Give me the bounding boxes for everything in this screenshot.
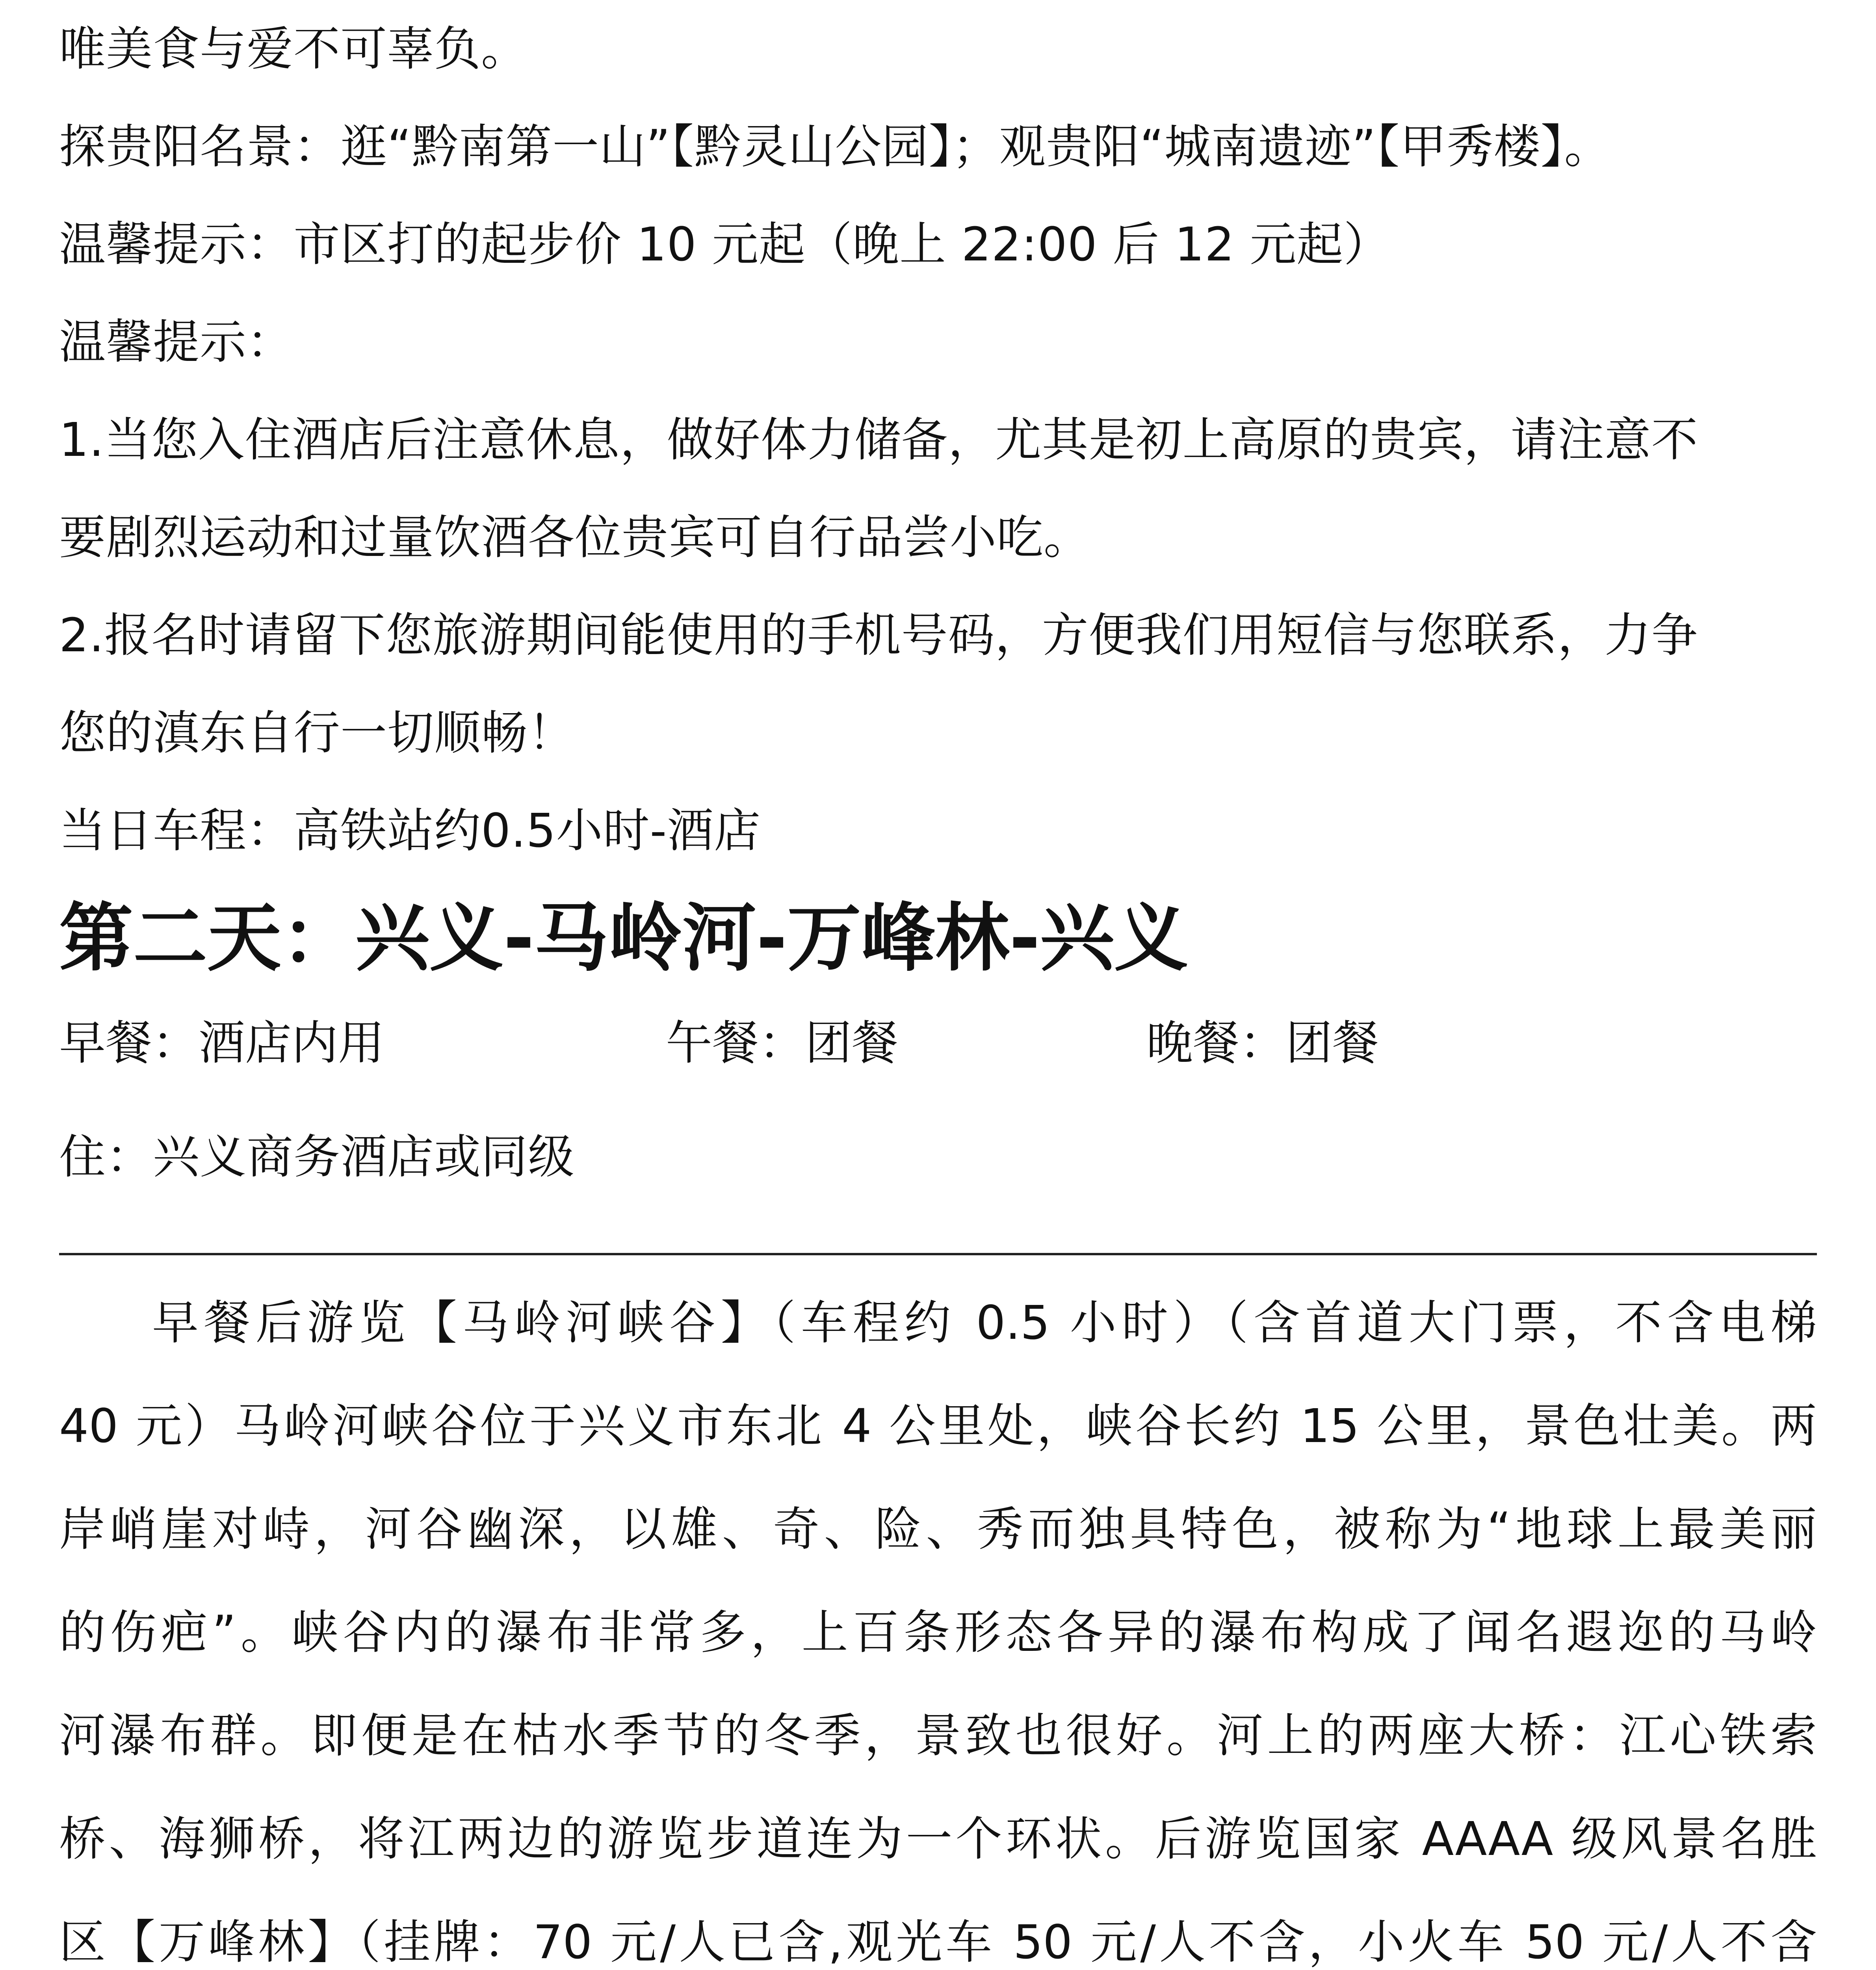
meal-info-row	[59, 994, 1817, 1092]
paragraph-line: 40 元）马岭河峡谷位于兴义市东北 4 公里处，峡谷长约 15 公里，景色壮美。两	[59, 1399, 1817, 1453]
paragraph-line: 桥、海狮桥，将江两边的游览步道连为一个环状。后游览国家 AAAA 级风景名胜	[59, 1812, 1817, 1866]
intro-line: 1.当您入住酒店后注意休息，做好体力储备，尤其是初上高原的贵宾，请注意不	[59, 413, 1698, 467]
lunch-info: 午餐：团餐	[666, 1016, 899, 1070]
intro-line: 温馨提示：	[59, 315, 294, 369]
paragraph-line: 河瀑布群。即便是在枯水季节的冬季，景致也很好。河上的两座大桥：江心铁索	[59, 1708, 1817, 1763]
paragraph-line: 区【万峰林】（挂牌：70 元/人已含,观光车 50 元/人不含，小火车 50 元/人不含	[59, 1915, 1817, 1969]
intro-line: 探贵阳名景：逛“黔南第一山”【黔灵山公园】；观贵阳“城南遗迹”【甲秀楼】。	[59, 119, 1611, 174]
intro-section	[59, 0, 1817, 879]
document-page	[59, 0, 1817, 1970]
intro-line: 2.报名时请留下您旅游期间能使用的手机号码，方便我们用短信与您联系，力争	[59, 608, 1698, 662]
paragraph-line: 岸峭崖对峙，河谷幽深，以雄、奇、险、秀而独具特色，被称为“地球上最美丽	[59, 1502, 1817, 1556]
intro-line: 温馨提示：市区打的起步价 10 元起（晚上 22:00 后 12 元起）	[59, 217, 1391, 271]
intro-line: 您的滇东自行一切顺畅！	[59, 706, 575, 760]
section-divider	[59, 1253, 1817, 1255]
dinner-info: 晚餐：团餐	[1146, 1016, 1379, 1070]
paragraph-line: 早餐后游览【马岭河峡谷】（车程约 0.5 小时）（含首道大门票，不含电梯	[152, 1295, 1817, 1350]
breakfast-info: 早餐：酒店内用	[59, 1016, 385, 1070]
itinerary-paragraph	[59, 1271, 1817, 1970]
paragraph-line: 的伤疤”。峡谷内的瀑布非常多，上百条形态各异的瀑布构成了闻名遐迩的马岭	[59, 1605, 1817, 1660]
intro-line: 唯美食与爱不可辜负。	[59, 22, 528, 76]
day-heading: 第二天：兴义-马岭河-万峰林-兴义	[59, 895, 1189, 981]
intro-line: 当日车程：高铁站约0.5小时-酒店	[59, 803, 761, 858]
intro-line: 要剧烈运动和过量饮酒各位贵宾可自行品尝小吃。	[59, 510, 1091, 565]
accommodation-info: 住：兴义商务酒店或同级	[59, 1130, 575, 1184]
